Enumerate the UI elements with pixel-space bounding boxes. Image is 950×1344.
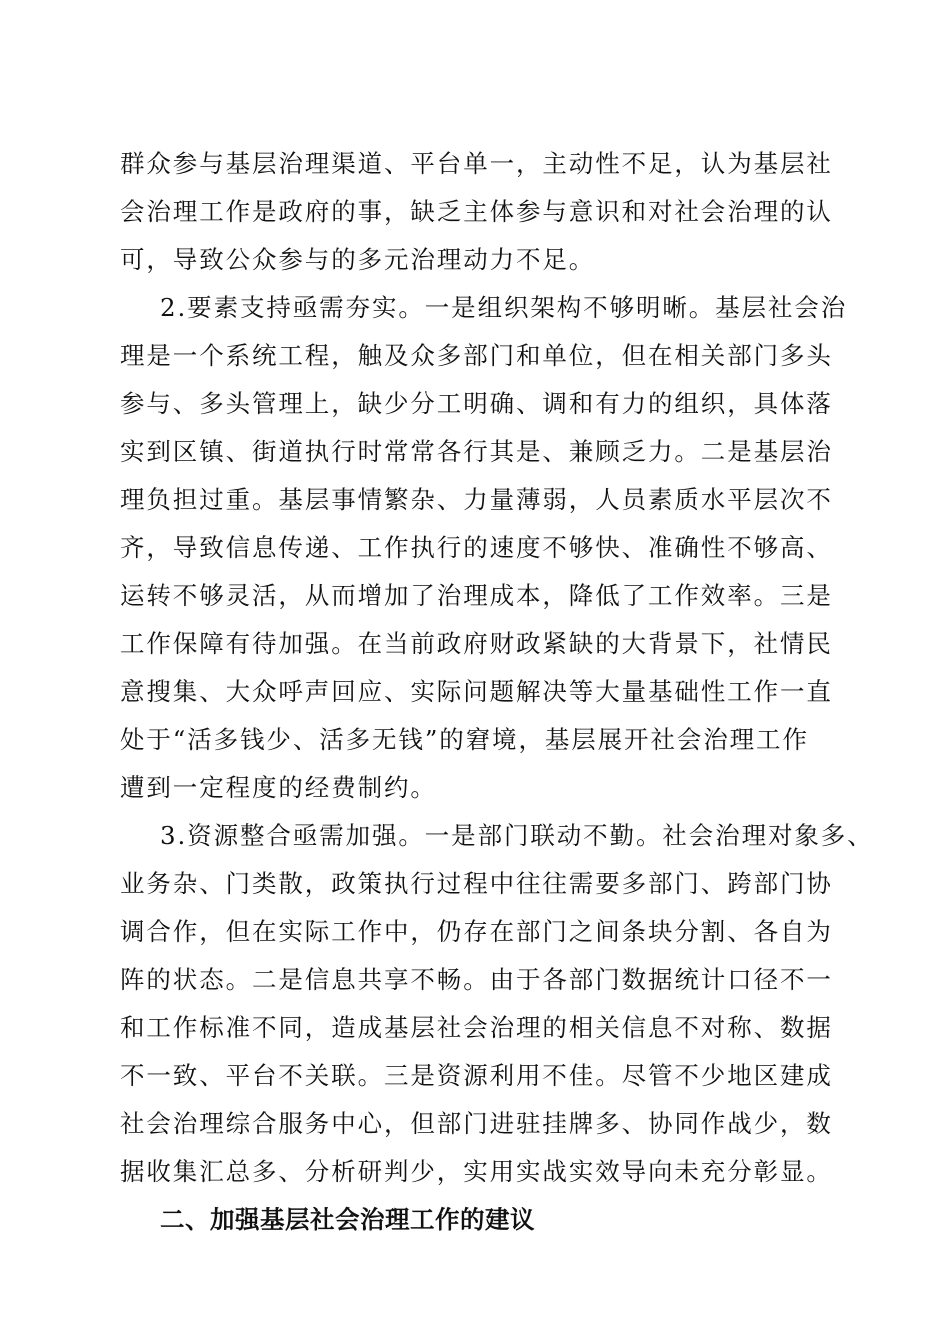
body-text-line: 理是一个系统工程，触及众多部门和单位，但在相关部门多头	[120, 341, 833, 370]
body-text-line: 群众参与基层治理渠道、平台单一，主动性不足，认为基层社	[120, 149, 833, 178]
paragraph-2-first-line: 2.要素支持亟需夯实。一是组织架构不够明晰。基层社会治	[160, 293, 848, 322]
body-text-line: 据收集汇总多、分析研判少，实用实战实效导向未充分彰显。	[120, 1157, 833, 1186]
body-text-line: 和工作标准不同，造成基层社会治理的相关信息不对称、数据	[120, 1013, 833, 1042]
body-text-line: 业务杂、门类散，政策执行过程中往往需要多部门、跨部门协	[120, 869, 833, 898]
body-text-line: 遭到一定程度的经费制约。	[120, 773, 437, 802]
body-text-line: 调合作，但在实际工作中，仍存在部门之间条块分割、各自为	[120, 917, 833, 946]
body-text-line: 参与、多头管理上，缺少分工明确、调和有力的组织，具体落	[120, 389, 833, 418]
body-text-line: 会治理工作是政府的事，缺乏主体参与意识和对社会治理的认	[120, 197, 833, 226]
body-text-line: 可，导致公众参与的多元治理动力不足。	[120, 245, 596, 274]
section-heading: 二、加强基层社会治理工作的建议	[160, 1205, 535, 1234]
body-text-line: 不一致、平台不关联。三是资源利用不佳。尽管不少地区建成	[120, 1061, 833, 1090]
body-text-line: 齐，导致信息传递、工作执行的速度不够快、准确性不够高、	[120, 533, 833, 562]
body-text-line: 处于“活多钱少、活多无钱”的窘境，基层展开社会治理工作	[120, 725, 809, 754]
body-text-line: 理负担过重。基层事情繁杂、力量薄弱，人员素质水平层次不	[120, 485, 833, 514]
body-text-line: 阵的状态。二是信息共享不畅。由于各部门数据统计口径不一	[120, 965, 833, 994]
body-text-line: 实到区镇、街道执行时常常各行其是、兼顾乏力。二是基层治	[120, 437, 833, 466]
body-text-line: 意搜集、大众呼声回应、实际问题解决等大量基础性工作一直	[120, 677, 833, 706]
paragraph-3-first-line: 3.资源整合亟需加强。一是部门联动不勤。社会治理对象多、	[160, 821, 874, 850]
body-text-line: 社会治理综合服务中心，但部门进驻挂牌多、协同作战少，数	[120, 1109, 833, 1138]
body-text-line: 运转不够灵活，从而增加了治理成本，降低了工作效率。三是	[120, 581, 833, 610]
document-body	[120, 140, 874, 1244]
body-text-line: 工作保障有待加强。在当前政府财政紧缺的大背景下，社情民	[120, 629, 833, 658]
